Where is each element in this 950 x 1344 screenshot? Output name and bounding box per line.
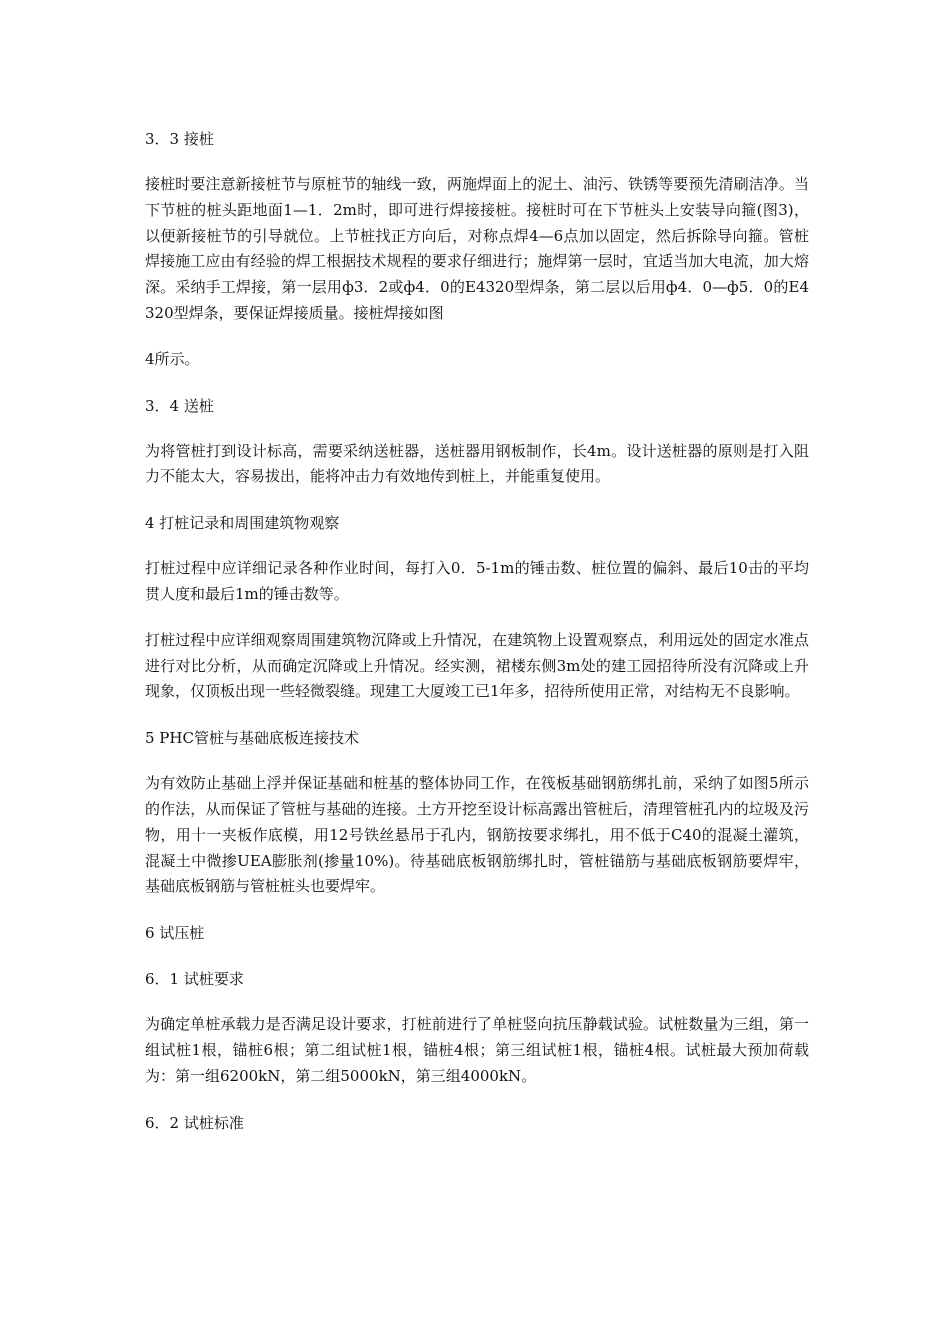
section-heading-6-1: 6．1 试桩要求 — [145, 970, 244, 989]
paragraph-test-pile-requirements: 为确定单桩承载力是否满足设计要求，打桩前进行了单桩竖向抗压静载试验。试桩数量为三组，第一组试桩1根，锚桩6根；第二组试桩1根，锚桩4根；第三组试桩1根，锚桩4根。试桩最大预加荷载为：第一组6200kN，第二组5000kN，第三组4000kN。 — [145, 1015, 809, 1085]
section-heading-6-2: 6．2 试桩标准 — [145, 1113, 244, 1132]
section-heading-5: 5 PHC管桩与基础底板连接技术 — [145, 729, 359, 748]
paragraph-fig4-ref: 4所示。 — [145, 349, 200, 368]
paragraph-building-observation: 打桩过程中应详细观察周围建筑物沉降或上升情况，在建筑物上设置观察点，利用远处的固定水准点进行对比分析，从而确定沉降或上升情况。经实测，裙楼东侧3m处的建工园招待所没有沉降或上升现象，仅顶板出现一些轻微裂缝。现建工大厦竣工已1年多，招待所使用正常，对结构无不良影响。 — [145, 630, 809, 701]
section-heading-4: 4 打桩记录和周围建筑物观察 — [145, 514, 340, 533]
section-heading-3-4: 3．4 送桩 — [145, 396, 214, 415]
paragraph-phc-connection: 为有效防止基础上浮并保证基础和桩基的整体协同工作，在筏板基础钢筋绑扎前，采纳了如图5所示的作法，从而保证了管桩与基础的连接。土方开挖至设计标高露出管桩后，清理管桩孔内的垃圾及污物，用十一夹板作底模，用12号铁丝悬吊于孔内，钢筋按要求绑扎，用不低于C40的混凝土灌筑，混凝土中微掺UEA膨胀剂(掺量10%)。待基础底板钢筋绑扎时，管桩锚筋与基础底板钢筋要焊牢，基础底板钢筋与管桩桩头也要焊牢。 — [145, 774, 809, 896]
section-heading-6: 6 试压桩 — [145, 924, 205, 943]
paragraph-pile-connection: 接桩时要注意新接桩节与原桩节的轴线一致，两施焊面上的泥土、油污、铁锈等要预先清刷洁净。当下节桩的桩头距地面1—1．2m时，即可进行焊接接桩。接桩时可在下节桩头上安装导向箍(图3)，以便新接桩节的引导就位。上节桩找正方向后，对称点焊4—6点加以固定，然后拆除导向箍。管桩焊接施工应由有经验的焊工根据技术规程的要求仔细进行；施焊第一层时，宜适当加大电流，加大熔深。采纳手工焊接，第一层用ф3．2或ф4．0的E4320型焊条，第二层以后用ф4．0—ф5．0的E4320型焊条，要保证焊接质量。接桩焊接如图 — [145, 175, 809, 322]
paragraph-pile-driving: 为将管桩打到设计标高，需要采纳送桩器，送桩器用钢板制作，长4m。设计送桩器的原则是打入阻力不能太大，容易拔出，能将冲击力有效地传到桩上，并能重复使用。 — [145, 441, 809, 486]
section-heading-3-3: 3．3 接桩 — [145, 130, 214, 148]
document-page — [145, 126, 809, 1156]
paragraph-driving-records: 打桩过程中应详细记录各种作业时间，每打入0．5-1m的锤击数、桩位置的偏斜、最后10击的平均贯人度和最后1m的锤击数等。 — [145, 559, 809, 603]
